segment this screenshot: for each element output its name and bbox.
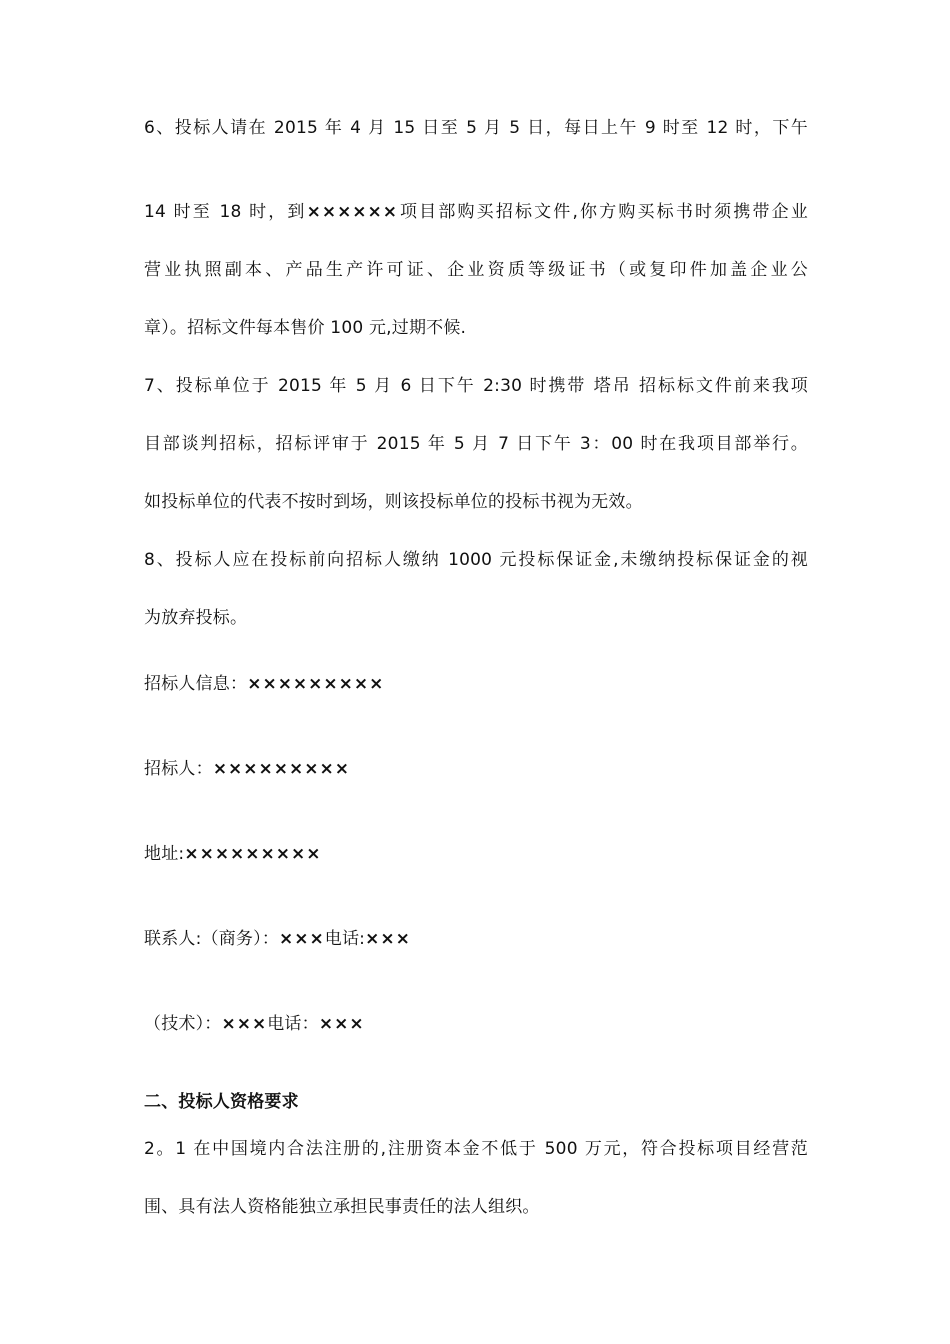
para7-line3: 如投标单位的代表不按时到场，则该投标单位的投标书视为无效。 (144, 492, 643, 512)
para6-line2-text-a: 14 时至 18 时，到 (144, 202, 307, 222)
contact-business-phone: ××× (365, 929, 411, 949)
section2-item-line2: 围、具有法人资格能独立承担民事责任的法人组织。 (144, 1197, 540, 1217)
address-label: 地址: (144, 844, 185, 864)
section2-item-line1: 2。1 在中国境内合法注册的,注册资本金不低于 500 万元，符合投标项目经营范 (144, 1139, 808, 1159)
para6-line1: 6、投标人请在 2015 年 4 月 15 日至 5 月 5 日，每日上午 9 时至 12 时，下午 (144, 118, 808, 138)
tenderer-info-label: 招标人信息： (144, 674, 248, 694)
redacted-project-name: ×××××× (306, 202, 399, 222)
para6-line4: 章）。招标文件每本售价 100 元,过期不候. (144, 318, 467, 338)
tenderer-label: 招标人： (144, 759, 213, 779)
para6-line2-text-b: 项目部购买招标文件,你方购买标书时须携带企业 (398, 202, 808, 222)
contact-tech-phone: ××× (318, 1014, 365, 1034)
para6-line3: 营业执照副本、产品生产许可证、企业资质等级证书（或复印件加盖企业公 (144, 260, 808, 280)
tenderer-info-row (144, 672, 808, 696)
tenderer-info-value: ××××××××× (247, 674, 385, 694)
contact-tech-row (144, 1012, 808, 1036)
para8-line1: 8、投标人应在投标前向招标人缴纳 1000 元投标保证金,未缴纳投标保证金的视 (144, 550, 808, 570)
address-value: ××××××××× (184, 844, 322, 864)
contact-business-name: ××× (279, 929, 325, 949)
section2-heading: 二、投标人资格要求 (144, 1092, 299, 1112)
contact-tech-label: （技术）： (144, 1014, 222, 1034)
contact-business-label: 联系人:（商务）： (144, 929, 280, 949)
tenderer-row (144, 757, 808, 781)
tenderer-value: ××××××××× (212, 759, 351, 779)
para7-line1: 7、投标单位于 2015 年 5 月 6 日下午 2:30 时携带 塔吊 招标标文件前来我项 (144, 376, 808, 396)
address-row (144, 842, 808, 866)
contact-tech-name: ××× (221, 1014, 268, 1034)
para8-line2: 为放弃投标。 (144, 608, 248, 628)
contact-tech-phone-label: 电话： (267, 1014, 319, 1034)
contact-business-phone-label: 电话: (324, 929, 366, 949)
para6-line2 (144, 200, 808, 224)
para7-line2: 目部谈判招标，招标评审于 2015 年 5 月 7 日下午 3：00 时在我项目部举行。 (144, 434, 808, 454)
contact-business-row (144, 927, 808, 951)
